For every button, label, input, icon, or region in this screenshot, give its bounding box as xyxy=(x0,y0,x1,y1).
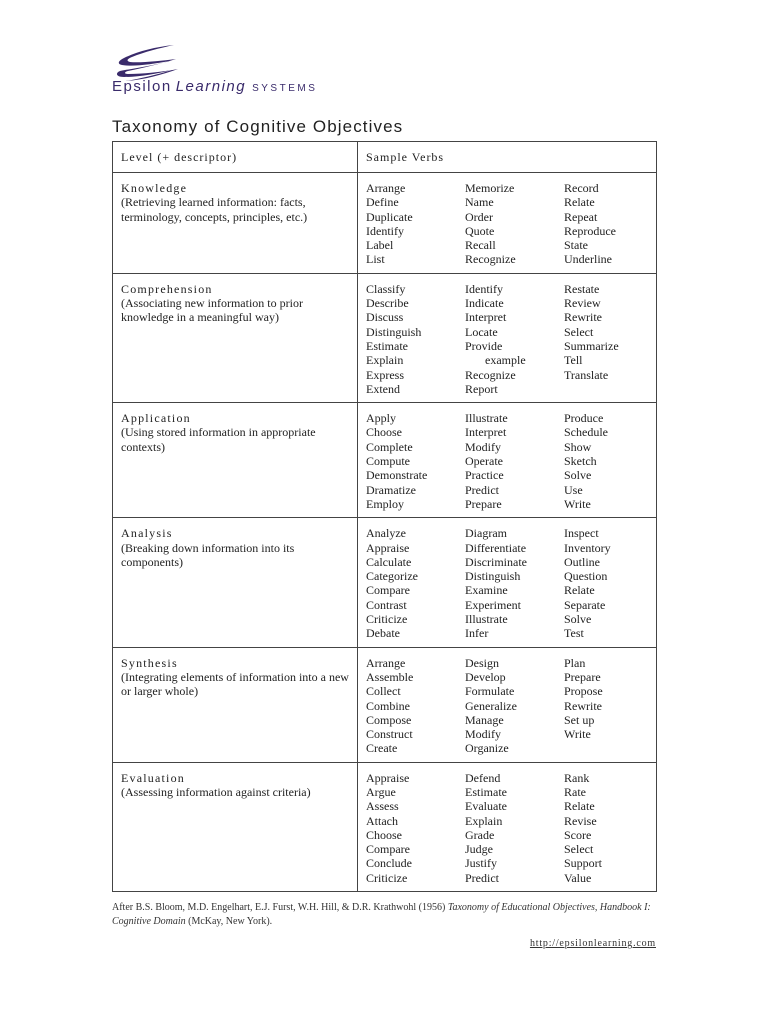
table-row xyxy=(113,647,657,762)
verb-column xyxy=(465,656,564,756)
verb-column xyxy=(366,411,465,511)
verb: Recognize xyxy=(465,252,516,267)
verbs-cell xyxy=(358,647,657,762)
level-descriptor: (Integrating elements of information into a new or larger whole) xyxy=(121,669,349,699)
verb: Choose xyxy=(366,827,402,842)
verb: Estimate xyxy=(366,338,408,353)
level-name: Comprehension xyxy=(121,281,213,296)
verb-column xyxy=(366,771,465,885)
brand-name-epsilon: Epsilon xyxy=(112,78,172,95)
verb: Underline xyxy=(564,252,612,267)
verb: Evaluate xyxy=(465,799,507,814)
verb: Apply xyxy=(366,411,396,426)
verb: Rank xyxy=(564,770,590,785)
verb: Repeat xyxy=(564,209,598,224)
verb: Restate xyxy=(564,281,600,296)
table-row xyxy=(113,273,657,402)
verb: Infer xyxy=(465,626,489,641)
verb: Operate xyxy=(465,454,503,469)
verb: Prepare xyxy=(564,669,601,684)
level-name: Evaluation xyxy=(121,770,185,785)
verb: Provide xyxy=(465,338,503,353)
verbs-cell xyxy=(358,403,657,518)
verbs-cell xyxy=(358,173,657,274)
verb: Report xyxy=(465,381,498,396)
verb: Recognize xyxy=(465,367,516,382)
verb: Relate xyxy=(564,799,595,814)
verb: Support xyxy=(564,856,603,871)
verb: Relate xyxy=(564,195,595,210)
verb: Name xyxy=(465,195,494,210)
verb: Develop xyxy=(465,669,506,684)
brand-logo xyxy=(112,42,372,98)
verb: Modify xyxy=(465,727,501,742)
level-cell xyxy=(113,173,358,274)
verb: Diagram xyxy=(465,526,507,541)
verb: Predict xyxy=(465,482,499,497)
verb: Test xyxy=(564,626,584,641)
table-row xyxy=(113,173,657,274)
verb: Interpret xyxy=(465,310,507,325)
page-title: Taxonomy of Cognitive Objectives xyxy=(112,117,404,136)
verb: Select xyxy=(564,324,594,339)
verb: Examine xyxy=(465,583,508,598)
header-verbs: Sample Verbs xyxy=(358,142,657,173)
verb: Prepare xyxy=(465,496,502,511)
verb: Write xyxy=(564,727,591,742)
verb-column xyxy=(564,771,650,885)
verb: Value xyxy=(564,870,592,885)
verb: Label xyxy=(366,238,394,253)
verb: Manage xyxy=(465,712,504,727)
verb: Rewrite xyxy=(564,698,602,713)
verb: Compare xyxy=(366,583,410,598)
table-row xyxy=(113,762,657,891)
level-descriptor: (Associating new information to prior knowledge in a meaningful way) xyxy=(121,296,303,325)
verb-column xyxy=(465,771,564,885)
verb: Modify xyxy=(465,439,501,454)
level-descriptor: (Assessing information against criteria) xyxy=(121,784,311,799)
verb: Identify xyxy=(366,223,404,238)
verb: Dramatize xyxy=(366,482,416,497)
verb: Arrange xyxy=(366,181,406,195)
verb: State xyxy=(564,238,588,253)
verb: Inspect xyxy=(564,526,599,541)
header-level: Level (+ descriptor) xyxy=(113,142,358,173)
verb: Summarize xyxy=(564,338,619,353)
verb: Schedule xyxy=(564,425,608,440)
verb: Solve xyxy=(564,468,592,483)
verb: Attach xyxy=(366,813,398,828)
verb: Identify xyxy=(465,281,503,296)
verb: Judge xyxy=(465,842,493,857)
verb: Translate xyxy=(564,367,609,382)
verb: Discuss xyxy=(366,310,404,325)
verb: Select xyxy=(564,842,594,857)
verb: Describe xyxy=(366,296,409,311)
verb: Debate xyxy=(366,626,400,641)
brand-name xyxy=(112,78,317,95)
verb-column xyxy=(366,656,465,756)
verb: Organize xyxy=(465,741,509,756)
citation-authors: After B.S. Bloom, M.D. Engelhart, E.J. Furst, W.H. Hill, & D.R. Krathwohl (1956) xyxy=(112,902,448,913)
table-body xyxy=(113,173,657,892)
table-row xyxy=(113,518,657,647)
verb: Illustrate xyxy=(465,411,508,426)
verb: Assess xyxy=(366,799,399,814)
verb: Construct xyxy=(366,727,413,742)
verb: Distinguish xyxy=(366,324,422,339)
verb: Define xyxy=(366,195,399,210)
verb: Conclude xyxy=(366,856,412,871)
verb: Express xyxy=(366,367,404,382)
verb: Illustrate xyxy=(465,612,508,627)
verb: Explain xyxy=(465,813,503,828)
verb: Arrange xyxy=(366,655,406,670)
verb: Contrast xyxy=(366,597,407,612)
verb: Indicate xyxy=(465,296,504,311)
verb: Interpret xyxy=(465,425,507,440)
verb: example xyxy=(485,353,526,368)
verb: Plan xyxy=(564,655,586,670)
verb: Create xyxy=(366,741,398,756)
verb: Discriminate xyxy=(465,554,527,569)
verb: Rewrite xyxy=(564,310,602,325)
verb: Solve xyxy=(564,612,592,627)
verb: Criticize xyxy=(366,612,408,627)
verb: Locate xyxy=(465,324,498,339)
verb: Criticize xyxy=(366,870,408,885)
verbs-cell xyxy=(358,762,657,891)
verb-column xyxy=(465,181,564,267)
citation-publisher: (McKay, New York). xyxy=(185,915,273,927)
level-descriptor: (Using stored information in appropriate contexts) xyxy=(121,425,316,454)
verb-column xyxy=(465,411,564,511)
verb: Review xyxy=(564,296,601,311)
verbs-cell xyxy=(358,518,657,647)
verb: Question xyxy=(564,569,608,584)
verb: Grade xyxy=(465,827,495,842)
verb: Categorize xyxy=(366,569,418,584)
verb: Choose xyxy=(366,425,402,440)
brand-name-systems: SYSTEMS xyxy=(252,83,318,94)
verb: Tell xyxy=(564,353,583,368)
verb-column xyxy=(366,181,465,267)
verb: Justify xyxy=(465,856,498,871)
verb: Practice xyxy=(465,468,504,483)
verb: Separate xyxy=(564,597,606,612)
level-descriptor: (Retrieving learned information: facts, terminology, concepts, principles, etc.) xyxy=(121,195,308,224)
verb: Generalize xyxy=(465,698,517,713)
verb: Classify xyxy=(366,281,406,296)
level-name: Synthesis xyxy=(121,655,178,670)
verb-column xyxy=(465,526,564,640)
verb-column xyxy=(564,656,650,756)
verb: Sketch xyxy=(564,454,597,469)
verb-column xyxy=(465,282,564,396)
level-cell xyxy=(113,762,358,891)
verb: Produce xyxy=(564,411,604,426)
verb-column xyxy=(564,181,650,267)
citation xyxy=(112,901,672,928)
verb: Appraise xyxy=(366,770,410,785)
verb: Record xyxy=(564,181,599,195)
verb: Compare xyxy=(366,842,410,857)
verb: Assemble xyxy=(366,669,414,684)
verb: Extend xyxy=(366,381,400,396)
verb: Collect xyxy=(366,684,401,699)
verb: Duplicate xyxy=(366,209,413,224)
level-name: Application xyxy=(121,411,191,426)
verbs-cell xyxy=(358,273,657,402)
verb: Defend xyxy=(465,770,501,785)
level-cell xyxy=(113,403,358,518)
verb: Order xyxy=(465,209,493,224)
verb: Experiment xyxy=(465,597,521,612)
verb-column xyxy=(564,282,650,396)
verb: Revise xyxy=(564,813,597,828)
verb: Quote xyxy=(465,223,495,238)
level-cell xyxy=(113,647,358,762)
verb: Explain xyxy=(366,353,404,368)
verb: Distinguish xyxy=(465,569,521,584)
citation-title: Taxonomy of Educational Objectives, Handbook I: Cognitive Domain xyxy=(112,902,651,927)
verb: Design xyxy=(465,655,499,670)
verb: Rate xyxy=(564,784,586,799)
table-header-row xyxy=(113,142,657,173)
verb-column xyxy=(366,282,465,396)
verb: Set up xyxy=(564,712,595,727)
verb: Propose xyxy=(564,684,603,699)
verb: Argue xyxy=(366,784,396,799)
verb: List xyxy=(366,252,385,267)
website-link[interactable]: http://epsilonlearning.com xyxy=(529,938,656,949)
verb: Score xyxy=(564,827,592,842)
verb: Reproduce xyxy=(564,223,616,238)
taxonomy-table xyxy=(112,141,657,892)
verb: Use xyxy=(564,482,583,497)
verb: Appraise xyxy=(366,540,410,555)
verb: Compute xyxy=(366,454,410,469)
verb: Relate xyxy=(564,583,595,598)
verb: Estimate xyxy=(465,784,507,799)
level-cell xyxy=(113,518,358,647)
verb: Differentiate xyxy=(465,540,527,555)
level-name: Analysis xyxy=(121,526,173,541)
verb: Show xyxy=(564,439,592,454)
verb-column xyxy=(366,526,465,640)
verb: Write xyxy=(564,496,591,511)
verb: Outline xyxy=(564,554,600,569)
verb: Analyze xyxy=(366,526,406,541)
level-cell xyxy=(113,273,358,402)
verb: Formulate xyxy=(465,684,515,699)
verb: Inventory xyxy=(564,540,611,555)
brand-name-learning: Learning xyxy=(175,78,247,95)
verb: Employ xyxy=(366,496,404,511)
verb: Combine xyxy=(366,698,410,713)
verb: Compose xyxy=(366,712,412,727)
verb: Complete xyxy=(366,439,413,454)
verb: Demonstrate xyxy=(366,468,428,483)
verb-column xyxy=(564,411,650,511)
epsilon-logo-icon xyxy=(112,42,182,82)
verb: Recall xyxy=(465,238,496,253)
level-descriptor: (Breaking down information into its components) xyxy=(121,540,295,569)
level-name: Knowledge xyxy=(121,181,188,195)
verb: Predict xyxy=(465,870,499,885)
table-row xyxy=(113,403,657,518)
verb: Memorize xyxy=(465,181,515,195)
verb-column xyxy=(564,526,650,640)
verb: Calculate xyxy=(366,554,412,569)
